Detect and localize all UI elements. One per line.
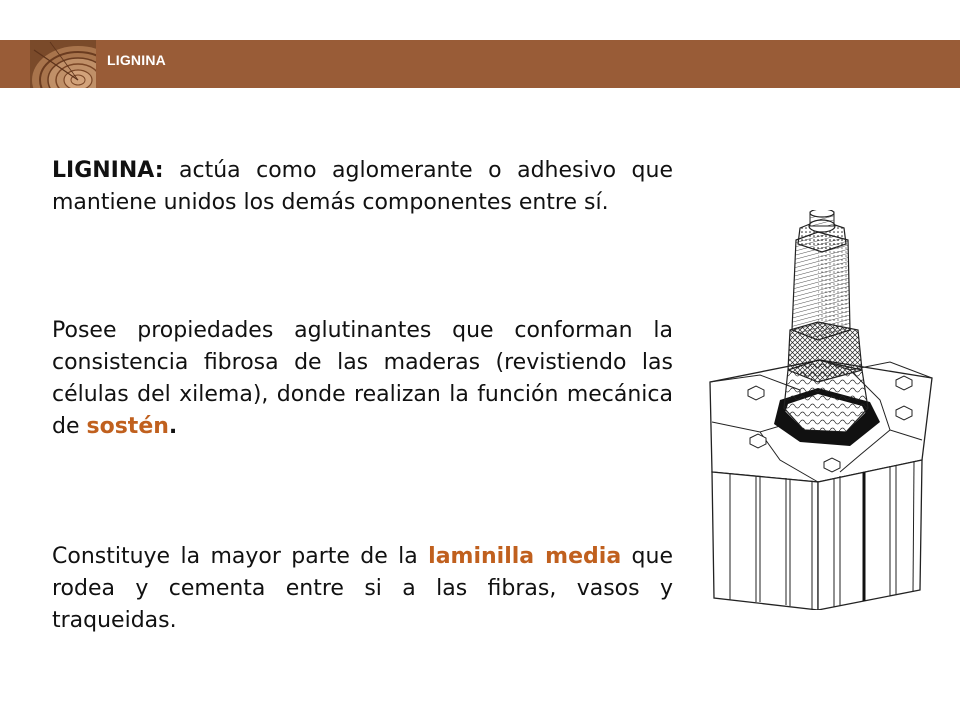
properties-end: .	[168, 414, 178, 439]
highlight-sosten: sostén	[86, 414, 169, 439]
header-title: LIGNINA	[107, 52, 166, 68]
term-label: LIGNINA:	[52, 158, 164, 183]
paragraph-middle-lamella	[52, 541, 673, 637]
paragraph-properties	[52, 315, 673, 443]
wood-cross-section-icon	[30, 40, 96, 88]
fiber-cell-wall-diagram	[700, 210, 940, 610]
definition-text: actúa como aglomerante o adhesivo que mantiene unidos los demás componentes entre sí.	[52, 158, 673, 215]
properties-text: Posee propiedades aglutinantes que conforman la consistencia fibrosa de las maderas (revistiendo las células del xilema), donde realizan la función mecánica de	[52, 318, 673, 439]
lamella-text-after: que rodea y cementa entre si a las fibras, vasos y traqueidas.	[52, 544, 673, 633]
highlight-laminilla-media: laminilla media	[428, 544, 622, 569]
lamella-text-before: Constituye la mayor parte de la	[52, 544, 429, 569]
paragraph-definition	[52, 155, 673, 219]
